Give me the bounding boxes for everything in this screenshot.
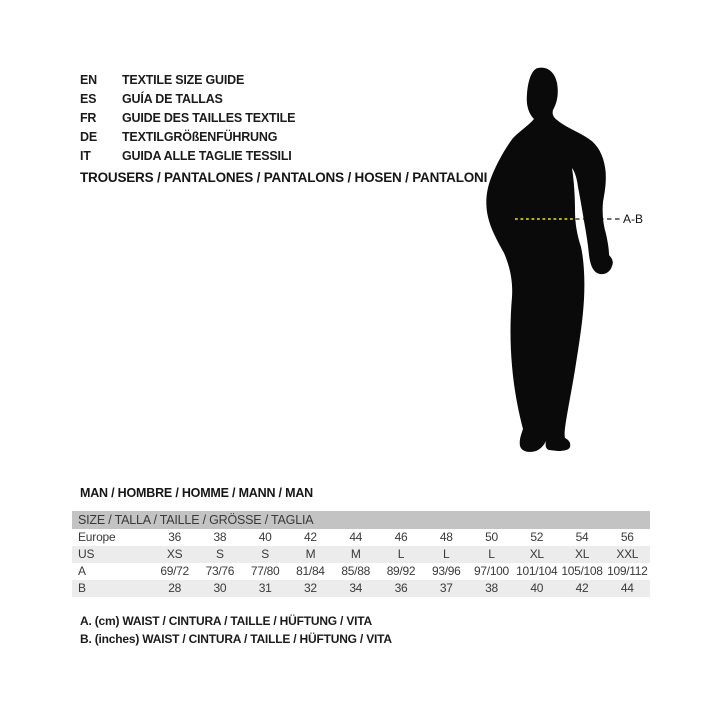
size-cell: 54 xyxy=(575,530,589,544)
gender-title: MAN / HOMBRE / HOMME / MANN / MAN xyxy=(80,486,313,500)
size-cell: 105/108 xyxy=(561,564,603,578)
row-label: Europe xyxy=(78,530,116,544)
size-cell: S xyxy=(216,547,224,561)
note-b-inches: B. (inches) WAIST / CINTURA / TAILLE / HÜFTUNG / VITA xyxy=(80,631,392,646)
size-cell: 31 xyxy=(258,581,272,595)
size-cell: 81/84 xyxy=(296,564,325,578)
size-cell: XS xyxy=(166,547,183,561)
row-label: B xyxy=(78,581,86,595)
size-cell: XL xyxy=(574,547,590,561)
category-title: TROUSERS / PANTALONES / PANTALONS / HOSEN / PANTALONI xyxy=(80,170,488,185)
table-row-a-cm xyxy=(72,563,650,580)
size-cell: 40 xyxy=(258,530,272,544)
size-cell: 38 xyxy=(485,581,498,595)
language-code: DE xyxy=(80,130,97,144)
size-cell: 44 xyxy=(349,530,363,544)
man-silhouette-figure xyxy=(470,45,680,485)
size-cell: S xyxy=(261,547,270,561)
language-code: IT xyxy=(80,149,91,163)
row-label: US xyxy=(78,547,95,561)
size-cell: 44 xyxy=(620,581,634,595)
size-cell: 56 xyxy=(620,530,634,544)
size-cell: M xyxy=(305,547,316,561)
language-list xyxy=(80,71,295,166)
size-cell: 73/76 xyxy=(205,564,235,578)
size-cell: XXL xyxy=(616,547,639,561)
size-cell: 93/96 xyxy=(431,564,461,578)
size-cell: 32 xyxy=(304,581,317,595)
size-cell: L xyxy=(397,547,405,561)
language-row xyxy=(80,128,295,147)
size-cell: 109/112 xyxy=(607,564,648,578)
size-cell: L xyxy=(443,547,450,561)
size-cell: 85/88 xyxy=(341,564,370,578)
table-row-b-inches xyxy=(72,580,650,597)
measurement-notes xyxy=(80,613,392,648)
size-cell: 69/72 xyxy=(160,564,189,578)
measure-label: A-B xyxy=(623,212,644,226)
size-cell: 36 xyxy=(394,581,408,595)
size-table-header: SIZE / TALLA / TAILLE / GRÖSSE / TAGLIA xyxy=(72,511,650,529)
size-cell: 89/92 xyxy=(386,564,416,578)
language-row xyxy=(80,71,295,90)
size-cell: 30 xyxy=(213,581,227,595)
size-cell: M xyxy=(350,547,361,561)
language-label: TEXTILE SIZE GUIDE xyxy=(122,73,245,87)
note-a-cm: A. (cm) WAIST / CINTURA / TAILLE / HÜFTUNG / VITA xyxy=(80,614,372,628)
man-silhouette xyxy=(486,68,612,452)
size-cell: L xyxy=(488,547,495,561)
size-cell: 37 xyxy=(439,581,453,595)
table-row-us xyxy=(72,546,650,563)
size-cell: 28 xyxy=(168,581,181,595)
size-cell: 36 xyxy=(168,530,181,544)
language-label: GUIDA ALLE TAGLIE TESSILI xyxy=(122,149,292,163)
size-table xyxy=(72,511,650,597)
size-cell: 52 xyxy=(530,530,544,544)
size-cell: XL xyxy=(529,547,544,561)
size-cell: 40 xyxy=(530,581,544,595)
language-row xyxy=(80,109,295,128)
language-label: GUÍA DE TALLAS xyxy=(122,92,223,106)
language-label: GUIDE DES TAILLES TEXTILE xyxy=(122,111,296,125)
table-row-europe xyxy=(72,529,650,546)
size-cell: 50 xyxy=(485,530,498,544)
size-cell: 97/100 xyxy=(474,564,509,578)
language-label: TEXTILGRÖßENFÜHRUNG xyxy=(122,130,278,144)
language-code: EN xyxy=(80,73,97,87)
row-label: A xyxy=(78,564,86,578)
language-row xyxy=(80,147,295,166)
language-code: FR xyxy=(80,111,97,125)
language-row xyxy=(80,90,295,109)
size-cell: 77/80 xyxy=(250,564,280,578)
language-code: ES xyxy=(80,92,97,106)
size-cell: 42 xyxy=(304,530,317,544)
size-cell: 42 xyxy=(575,581,589,595)
size-cell: 101/104 xyxy=(516,564,558,578)
size-cell: 46 xyxy=(394,530,408,544)
size-cell: 48 xyxy=(439,530,453,544)
size-cell: 34 xyxy=(349,581,363,595)
size-cell: 38 xyxy=(213,530,227,544)
